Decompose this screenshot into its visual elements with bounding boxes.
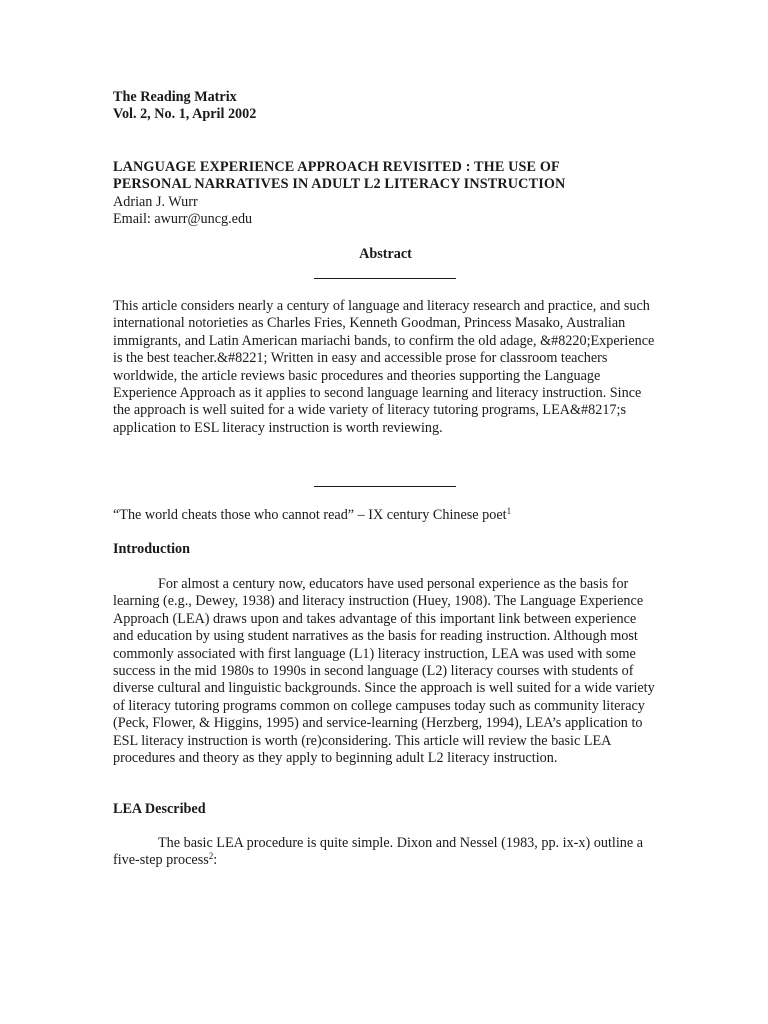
- epigraph-text: “The world cheats those who cannot read” – IX century Chinese poet: [113, 507, 507, 523]
- introduction-paragraph: For almost a century now, educators have used personal experience as the basis for learning (e.g., Dewey, 1938) and literacy instruction (Huey, 1908). The Language Experience Approach (LEA) draws upon and takes advantage of this important link between experience and education by using student narratives as the basis for reading instruction. Although most commonly associated with first language (L1) literacy instruction, LEA was used with some success in the mid 1980s to 1990s in second language (L2) literacy courses with students of diverse cultural and linguistic backgrounds. Since the approach is well suited for a wide variety of literacy tutoring programs common on college campuses today such as community literacy (Peck, Flower, & Higgins, 1995) and service-learning (Herzberg, 1994), LEA’s application to ESL literacy instruction is worth (re)considering. This article will review the basic LEA procedures and theory as they apply to beginning adult L2 literacy instruction.: [113, 576, 655, 767]
- abstract-bottom-rule: [314, 486, 456, 487]
- abstract-top-rule: [314, 278, 456, 279]
- epigraph: [113, 507, 658, 524]
- abstract-text: This article considers nearly a century of language and literacy research and practice, and such international notorieties as Charles Fries, Kenneth Goodman, Princess Masako, Australian immigrants, and Latin American mariachi bands, to confirm the old adage, &#8220;Experience is the best teacher.&#8221; Written in easy and accessible prose for classroom teachers worldwide, the article reviews basic procedures and theories supporting the Language Experience Approach as it applies to second language learning and literacy instruction. Since the approach is well suited for a wide variety of literacy tutoring programs, LEA&#8217;s application to ESL literacy instruction is worth reviewing.: [113, 298, 655, 436]
- footnote-mark-1: 1: [506, 506, 512, 516]
- introduction-body: [113, 576, 658, 767]
- article-email: Email: awurr@uncg.edu: [113, 211, 253, 228]
- abstract-heading: Abstract: [359, 246, 412, 262]
- journal-name: The Reading Matrix: [113, 89, 237, 105]
- footnote-mark-2: 2: [208, 851, 214, 862]
- lea-described-text-end: :: [213, 852, 218, 869]
- journal-issue: Vol. 2, No. 1, April 2002: [113, 106, 257, 123]
- article-header: [113, 159, 658, 229]
- journal-header: [113, 89, 658, 124]
- lea-described-text: The basic LEA procedure is quite simple. Dixon and Nessel (1983, pp. ix-x) outline a five-step process: [113, 835, 644, 869]
- article-author: Adrian J. Wurr: [113, 193, 198, 210]
- article-title-line2: PERSONAL NARRATIVES IN ADULT L2 LITERACY INSTRUCTION: [113, 176, 566, 193]
- lea-described-body: [113, 835, 658, 870]
- lea-described-paragraph: [113, 835, 658, 870]
- article-title-line1: LANGUAGE EXPERIENCE APPROACH REVISITED : THE USE OF: [113, 159, 560, 175]
- introduction-heading: Introduction: [113, 541, 190, 557]
- lea-described-heading: LEA Described: [113, 801, 206, 817]
